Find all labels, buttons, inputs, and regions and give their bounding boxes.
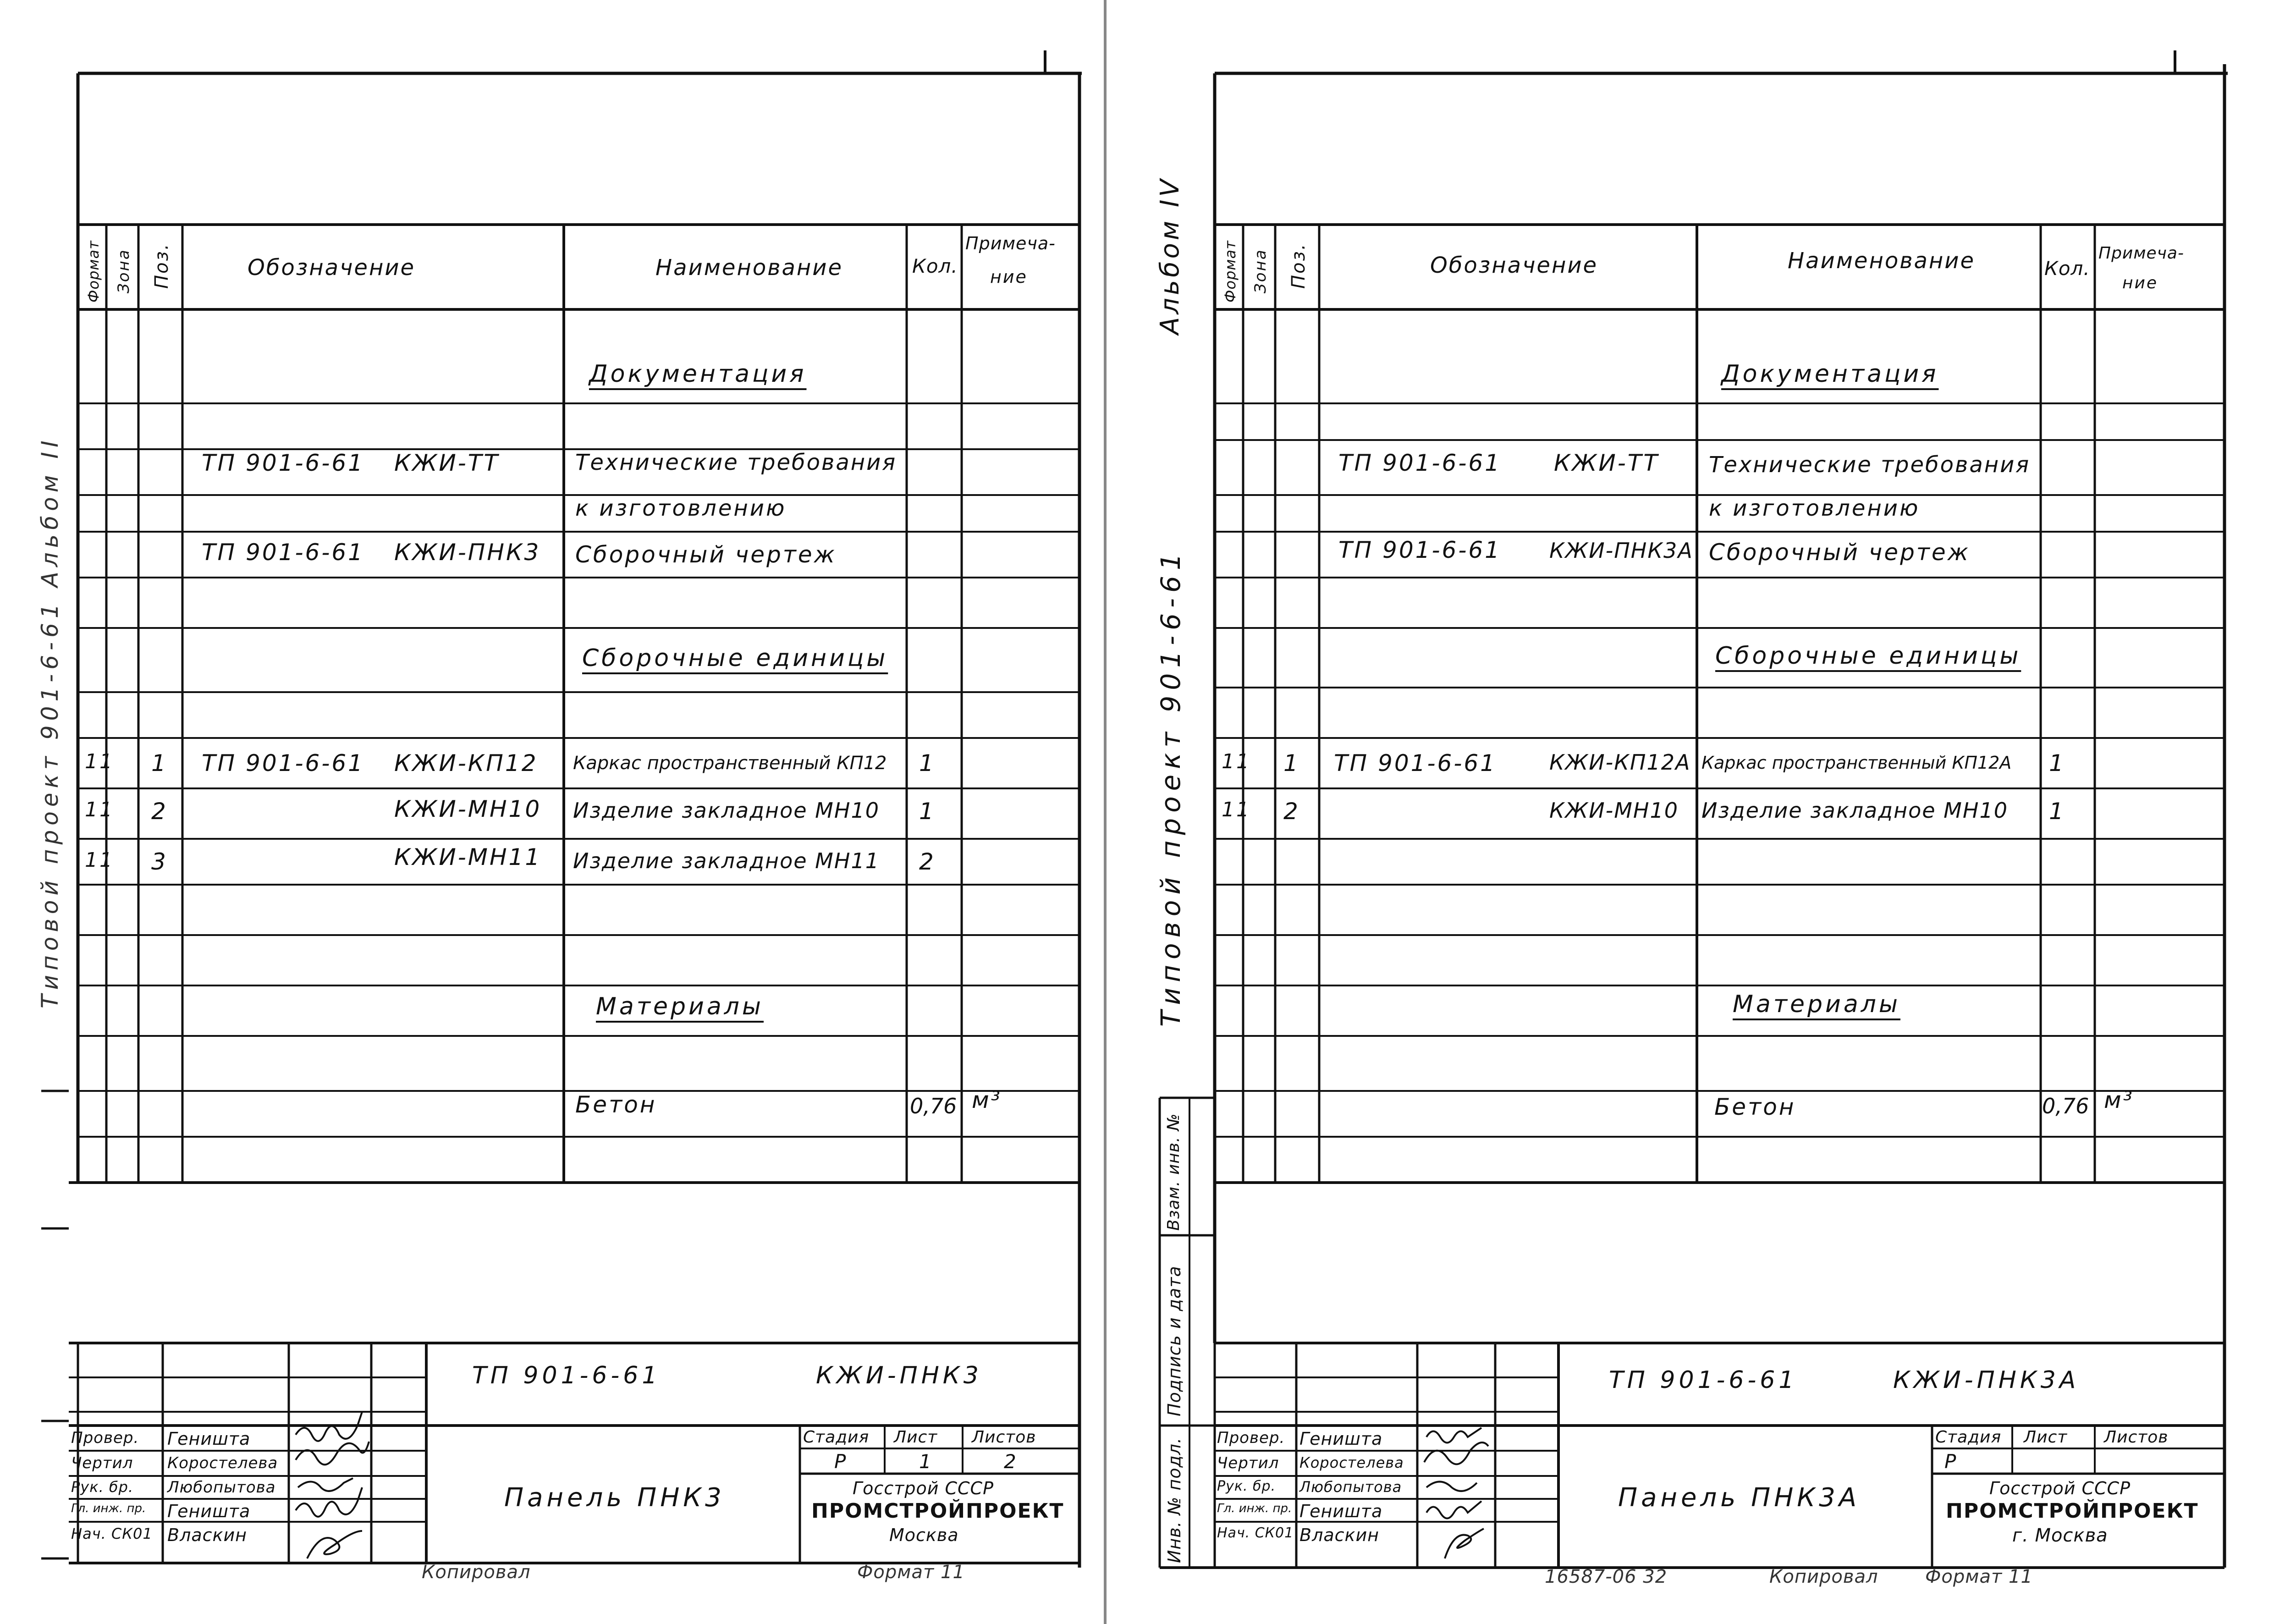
doc-row-name: Сборочный чертеж — [575, 541, 837, 568]
unit-row-designation: ТП 901-6-61 — [202, 750, 364, 776]
tb-org-2: ПРОМСТРОЙПРОЕКТ — [811, 1499, 1064, 1523]
unit-row-designation: ТП 901-6-61 — [1334, 750, 1497, 776]
unit-row-name: Каркас пространственный КП12 — [573, 753, 887, 774]
tb-person: Геништа — [167, 1429, 251, 1449]
tb-person: Власкин — [1299, 1525, 1380, 1545]
tb-person: Любопытова — [167, 1478, 276, 1497]
tb-org-3: г. Москва — [2012, 1525, 2108, 1546]
col-format-header: Формат — [85, 240, 102, 303]
signature-scribbles — [1417, 1343, 1495, 1568]
unit-row-format: 11 — [1222, 798, 1251, 821]
unit-row-qty: 1 — [919, 750, 936, 776]
tb-person: Любопытова — [1299, 1478, 1402, 1496]
doc-row-code: КЖИ-ТТ — [1554, 450, 1659, 476]
footer-copy: Копировал — [422, 1562, 531, 1583]
margin-album-label: Альбом IV — [1155, 176, 1185, 335]
doc-row-code: КЖИ-ПНК3 — [394, 539, 541, 566]
sheet-divider — [1104, 0, 1107, 1624]
tb-person: Коростелева — [1299, 1454, 1404, 1471]
unit-row-qty: 1 — [919, 798, 936, 825]
col-qty-header: Кол. — [2044, 257, 2090, 280]
tb-person: Власкин — [167, 1525, 248, 1545]
section-documentation: Документация — [1721, 360, 1939, 388]
doc-row-designation: ТП 901-6-61 — [1338, 450, 1501, 476]
tb-sheet-label: Лист — [2024, 1428, 2068, 1447]
section-assembly-units: Сборочные единицы — [582, 644, 888, 672]
tb-document-mark: КЖИ-ПНК3 — [816, 1362, 982, 1389]
tb-role: Нач. СК01 — [1217, 1525, 1294, 1541]
tb-role: Провер. — [1217, 1429, 1285, 1447]
unit-row-format: 11 — [1222, 750, 1251, 773]
margin-project-label: Типовой проект 901-6-61 Альбом II — [37, 436, 63, 1008]
doc-row-designation: ТП 901-6-61 — [202, 450, 364, 476]
tb-title: Панель ПНК3А — [1618, 1483, 1861, 1513]
material-name: Бетон — [1714, 1094, 1796, 1120]
col-note-header-1: Примеча- — [2098, 244, 2184, 263]
unit-row-code: КЖИ-МН11 — [394, 844, 542, 870]
tb-document-code: ТП 901-6-61 — [472, 1362, 661, 1389]
section-materials: Материалы — [596, 993, 764, 1020]
footer-ref: 16587-06 32 — [1545, 1566, 1668, 1587]
doc-row-name: Технические требования — [575, 450, 897, 475]
signature-scribbles — [289, 1343, 380, 1563]
col-name-header: Наименование — [655, 255, 843, 281]
tb-role: Рук. бр. — [71, 1478, 134, 1496]
tb-role: Провер. — [71, 1429, 139, 1447]
tb-stage-label: Стадия — [1935, 1428, 2002, 1447]
tb-person: Геништа — [1299, 1501, 1383, 1521]
tb-role: Чертил — [1217, 1454, 1279, 1472]
unit-row-pos: 3 — [151, 848, 168, 875]
tb-org-3: Москва — [889, 1525, 959, 1545]
section-materials: Материалы — [1733, 991, 1900, 1018]
tb-sheets-label: Листов — [2104, 1428, 2169, 1447]
tb-role: Рук. бр. — [1217, 1478, 1276, 1494]
tb-person: Коростелева — [167, 1454, 278, 1472]
col-format-header: Формат — [1222, 240, 1239, 303]
col-note-header-2: ние — [2122, 274, 2158, 292]
unit-row-pos: 2 — [151, 798, 168, 825]
tb-role: Гл. инж. пр. — [1217, 1502, 1292, 1515]
tb-person: Геништа — [1299, 1429, 1383, 1449]
unit-row-name: Изделие закладное МН11 — [573, 848, 880, 873]
col-designation-header: Обозначение — [248, 255, 416, 281]
tb-stage-value: Р — [834, 1450, 847, 1473]
tb-role: Чертил — [71, 1454, 133, 1472]
tb-sheets-label: Листов — [972, 1428, 1036, 1447]
footer-format: Формат 11 — [1925, 1566, 2033, 1587]
tb-stage-value: Р — [1944, 1450, 1957, 1473]
unit-row-name: Изделие закладное МН10 — [573, 798, 880, 823]
material-name: Бетон — [575, 1091, 657, 1118]
tb-document-code: ТП 901-6-61 — [1609, 1366, 1798, 1394]
material-qty: 0,76 — [910, 1094, 957, 1118]
col-zone-header: Зона — [1251, 248, 1270, 293]
footer-format: Формат 11 — [857, 1562, 965, 1583]
side-sign-date: Подпись и дата — [1164, 1266, 1184, 1416]
material-qty: 0,76 — [2042, 1094, 2089, 1118]
unit-row-pos: 2 — [1283, 798, 1300, 825]
footer-copy: Копировал — [1769, 1566, 1878, 1587]
sheet-left — [0, 0, 1118, 1624]
unit-row-name: Изделие закладное МН10 — [1701, 798, 2008, 823]
doc-row-designation: ТП 901-6-61 — [1338, 537, 1501, 563]
tb-sheets-value: 2 — [1004, 1450, 1017, 1473]
unit-row-name: Каркас пространственный КП12А — [1701, 753, 2012, 773]
col-note-header-1: Примеча- — [965, 233, 1056, 253]
tb-role: Гл. инж. пр. — [71, 1502, 146, 1515]
unit-row-code: КЖИ-КП12А — [1549, 750, 1691, 775]
unit-row-pos: 1 — [151, 750, 168, 776]
unit-row-pos: 1 — [1283, 750, 1300, 776]
unit-row-format: 11 — [85, 848, 114, 872]
unit-row-qty: 2 — [919, 848, 936, 875]
tb-org-1: Госстрой СССР — [1989, 1478, 2131, 1498]
doc-row-designation: ТП 901-6-61 — [202, 539, 364, 566]
doc-row-code: КЖИ-ПНК3А — [1549, 538, 1693, 563]
section-documentation: Документация — [589, 360, 807, 388]
col-pos-header: Поз. — [151, 242, 172, 289]
doc-row-name: Технические требования — [1709, 452, 2031, 478]
side-vzam: Взам. инв. № — [1164, 1113, 1183, 1231]
tb-role: Нач. СК01 — [71, 1525, 153, 1542]
unit-row-qty: 1 — [2049, 798, 2065, 825]
tb-sheet-label: Лист — [894, 1428, 938, 1447]
unit-row-format: 11 — [85, 798, 114, 821]
doc-row-code: КЖИ-ТТ — [394, 450, 500, 476]
unit-row-qty: 1 — [2049, 750, 2065, 776]
col-designation-header: Обозначение — [1430, 253, 1598, 278]
unit-row-code: КЖИ-МН10 — [1549, 798, 1679, 823]
sheet-right — [1137, 0, 2274, 1624]
material-unit: м³ — [2104, 1087, 2134, 1113]
col-note-header-2: ние — [990, 267, 1028, 287]
unit-row-format: 11 — [85, 750, 114, 773]
doc-row-name: Сборочный чертеж — [1709, 539, 1970, 566]
col-pos-header: Поз. — [1288, 242, 1309, 289]
tb-sheet-value: 1 — [919, 1450, 932, 1473]
tb-org-1: Госстрой СССР — [853, 1478, 994, 1498]
doc-row-name: к изготовлению — [1709, 495, 1920, 521]
col-qty-header: Кол. — [912, 255, 958, 277]
col-zone-header: Зона — [115, 248, 133, 293]
tb-stage-label: Стадия — [803, 1428, 870, 1447]
unit-row-code: КЖИ-МН10 — [394, 796, 542, 822]
tb-org-2: ПРОМСТРОЙПРОЕКТ — [1946, 1499, 2199, 1523]
material-unit: м³ — [972, 1087, 1002, 1113]
unit-row-code: КЖИ-КП12 — [394, 750, 538, 776]
side-inv-no: Инв. № подл. — [1164, 1437, 1184, 1563]
tb-title: Панель ПНК3 — [504, 1483, 725, 1513]
tb-document-mark: КЖИ-ПНК3А — [1893, 1366, 2080, 1394]
margin-project-label: Типовой проект 901-6-61 — [1155, 548, 1186, 1027]
tb-person: Геништа — [167, 1501, 251, 1521]
col-name-header: Наименование — [1788, 248, 1976, 274]
section-assembly-units: Сборочные единицы — [1715, 642, 2021, 670]
doc-row-name: к изготовлению — [575, 495, 787, 521]
